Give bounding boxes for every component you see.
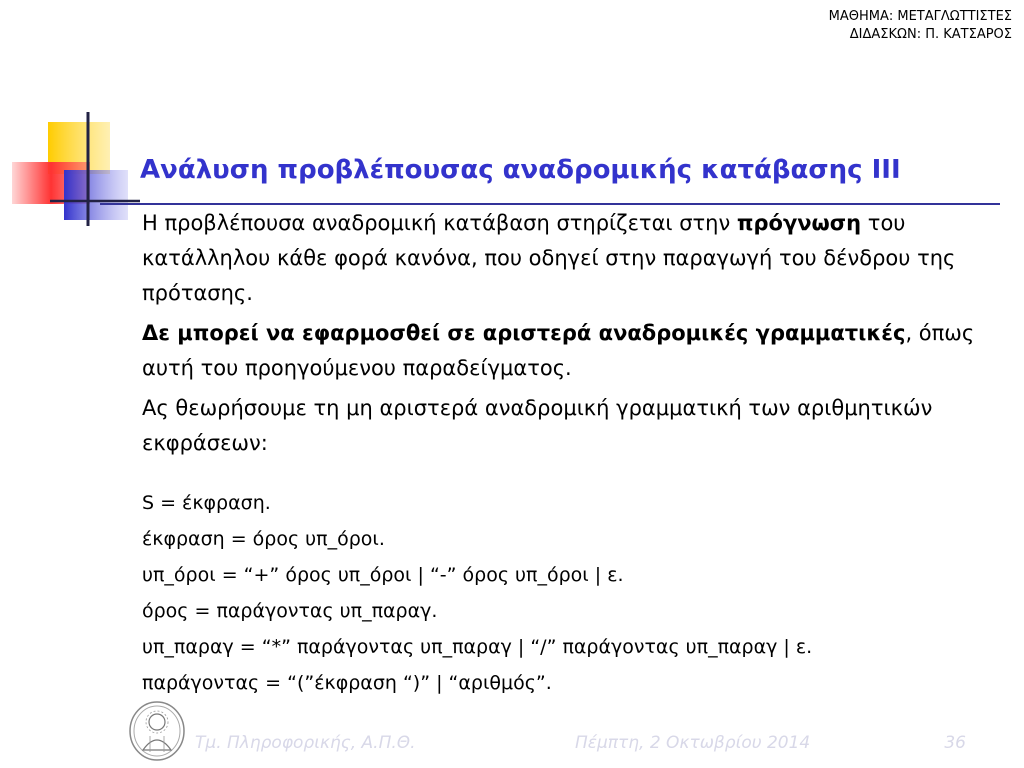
- grammar-rule: όρος = παράγοντας υπ_παραγ.: [142, 600, 438, 622]
- slide-title: Ανάλυση προβλέπουσας αναδρομικής κατάβασης ΙΙΙ: [140, 155, 901, 185]
- paragraph-left-recursion: [142, 316, 1002, 386]
- p1-bold-term: πρόγνωση: [736, 211, 862, 235]
- title-underline: [100, 203, 1000, 205]
- grammar-rule: έκφραση = όρος υπ_όροι.: [142, 528, 385, 550]
- grammar-rule: υπ_παραγ = “*” παράγοντας υπ_παραγ | “/” παράγοντας υπ_παραγ | ε.: [142, 636, 813, 658]
- university-seal-icon: [128, 700, 186, 762]
- paragraph-prediction: [142, 206, 1002, 311]
- p2-bold-statement: Δε μπορεί να εφαρμοσθεί σε αριστερά αναδρομικές γραμματικές: [142, 321, 906, 345]
- p1-text-before: Η προβλέπουσα αναδρομική κατάβαση στηρίζεται στην: [142, 211, 737, 235]
- slide-body: [142, 206, 1002, 466]
- footer-page-number: 36: [944, 733, 966, 753]
- blue-block: [64, 170, 128, 220]
- grammar-rule: παράγοντας = “(”έκφραση “)” | “αριθμός”.: [142, 672, 552, 694]
- grammar-rule: υπ_όροι = “+” όρος υπ_όροι | “-” όρος υπ_όροι | ε.: [142, 564, 624, 586]
- p1-text-after: του κατάλληλου κάθε φορά κανόνα, που οδηγεί στην παραγωγή του δένδρου της πρότασης.: [142, 211, 956, 305]
- instructor-name: ΔΙΔΑΣΚΩΝ: Π. ΚΑΤΣΑΡΟΣ: [849, 27, 1012, 42]
- course-title: ΜΑΘΗΜΑ: ΜΕΤΑΓΛΩΤΤΙΣΤΕΣ: [828, 9, 1012, 24]
- course-header: [829, 8, 1012, 44]
- footer-department: Τμ. Πληροφορικής, Α.Π.Θ.: [195, 733, 416, 753]
- paragraph-grammar-intro: Ας θεωρήσουμε τη μη αριστερά αναδρομική γραμματική των αριθμητικών εκφράσεων:: [142, 396, 933, 455]
- grammar-rules: [142, 485, 1002, 701]
- grammar-rule: S = έκφραση.: [142, 492, 271, 514]
- p2-text-after: , όπως αυτή του προηγούμενου παραδείγματος.: [142, 321, 975, 380]
- footer-date: Πέμπτη, 2 Οκτωβρίου 2014: [575, 733, 811, 753]
